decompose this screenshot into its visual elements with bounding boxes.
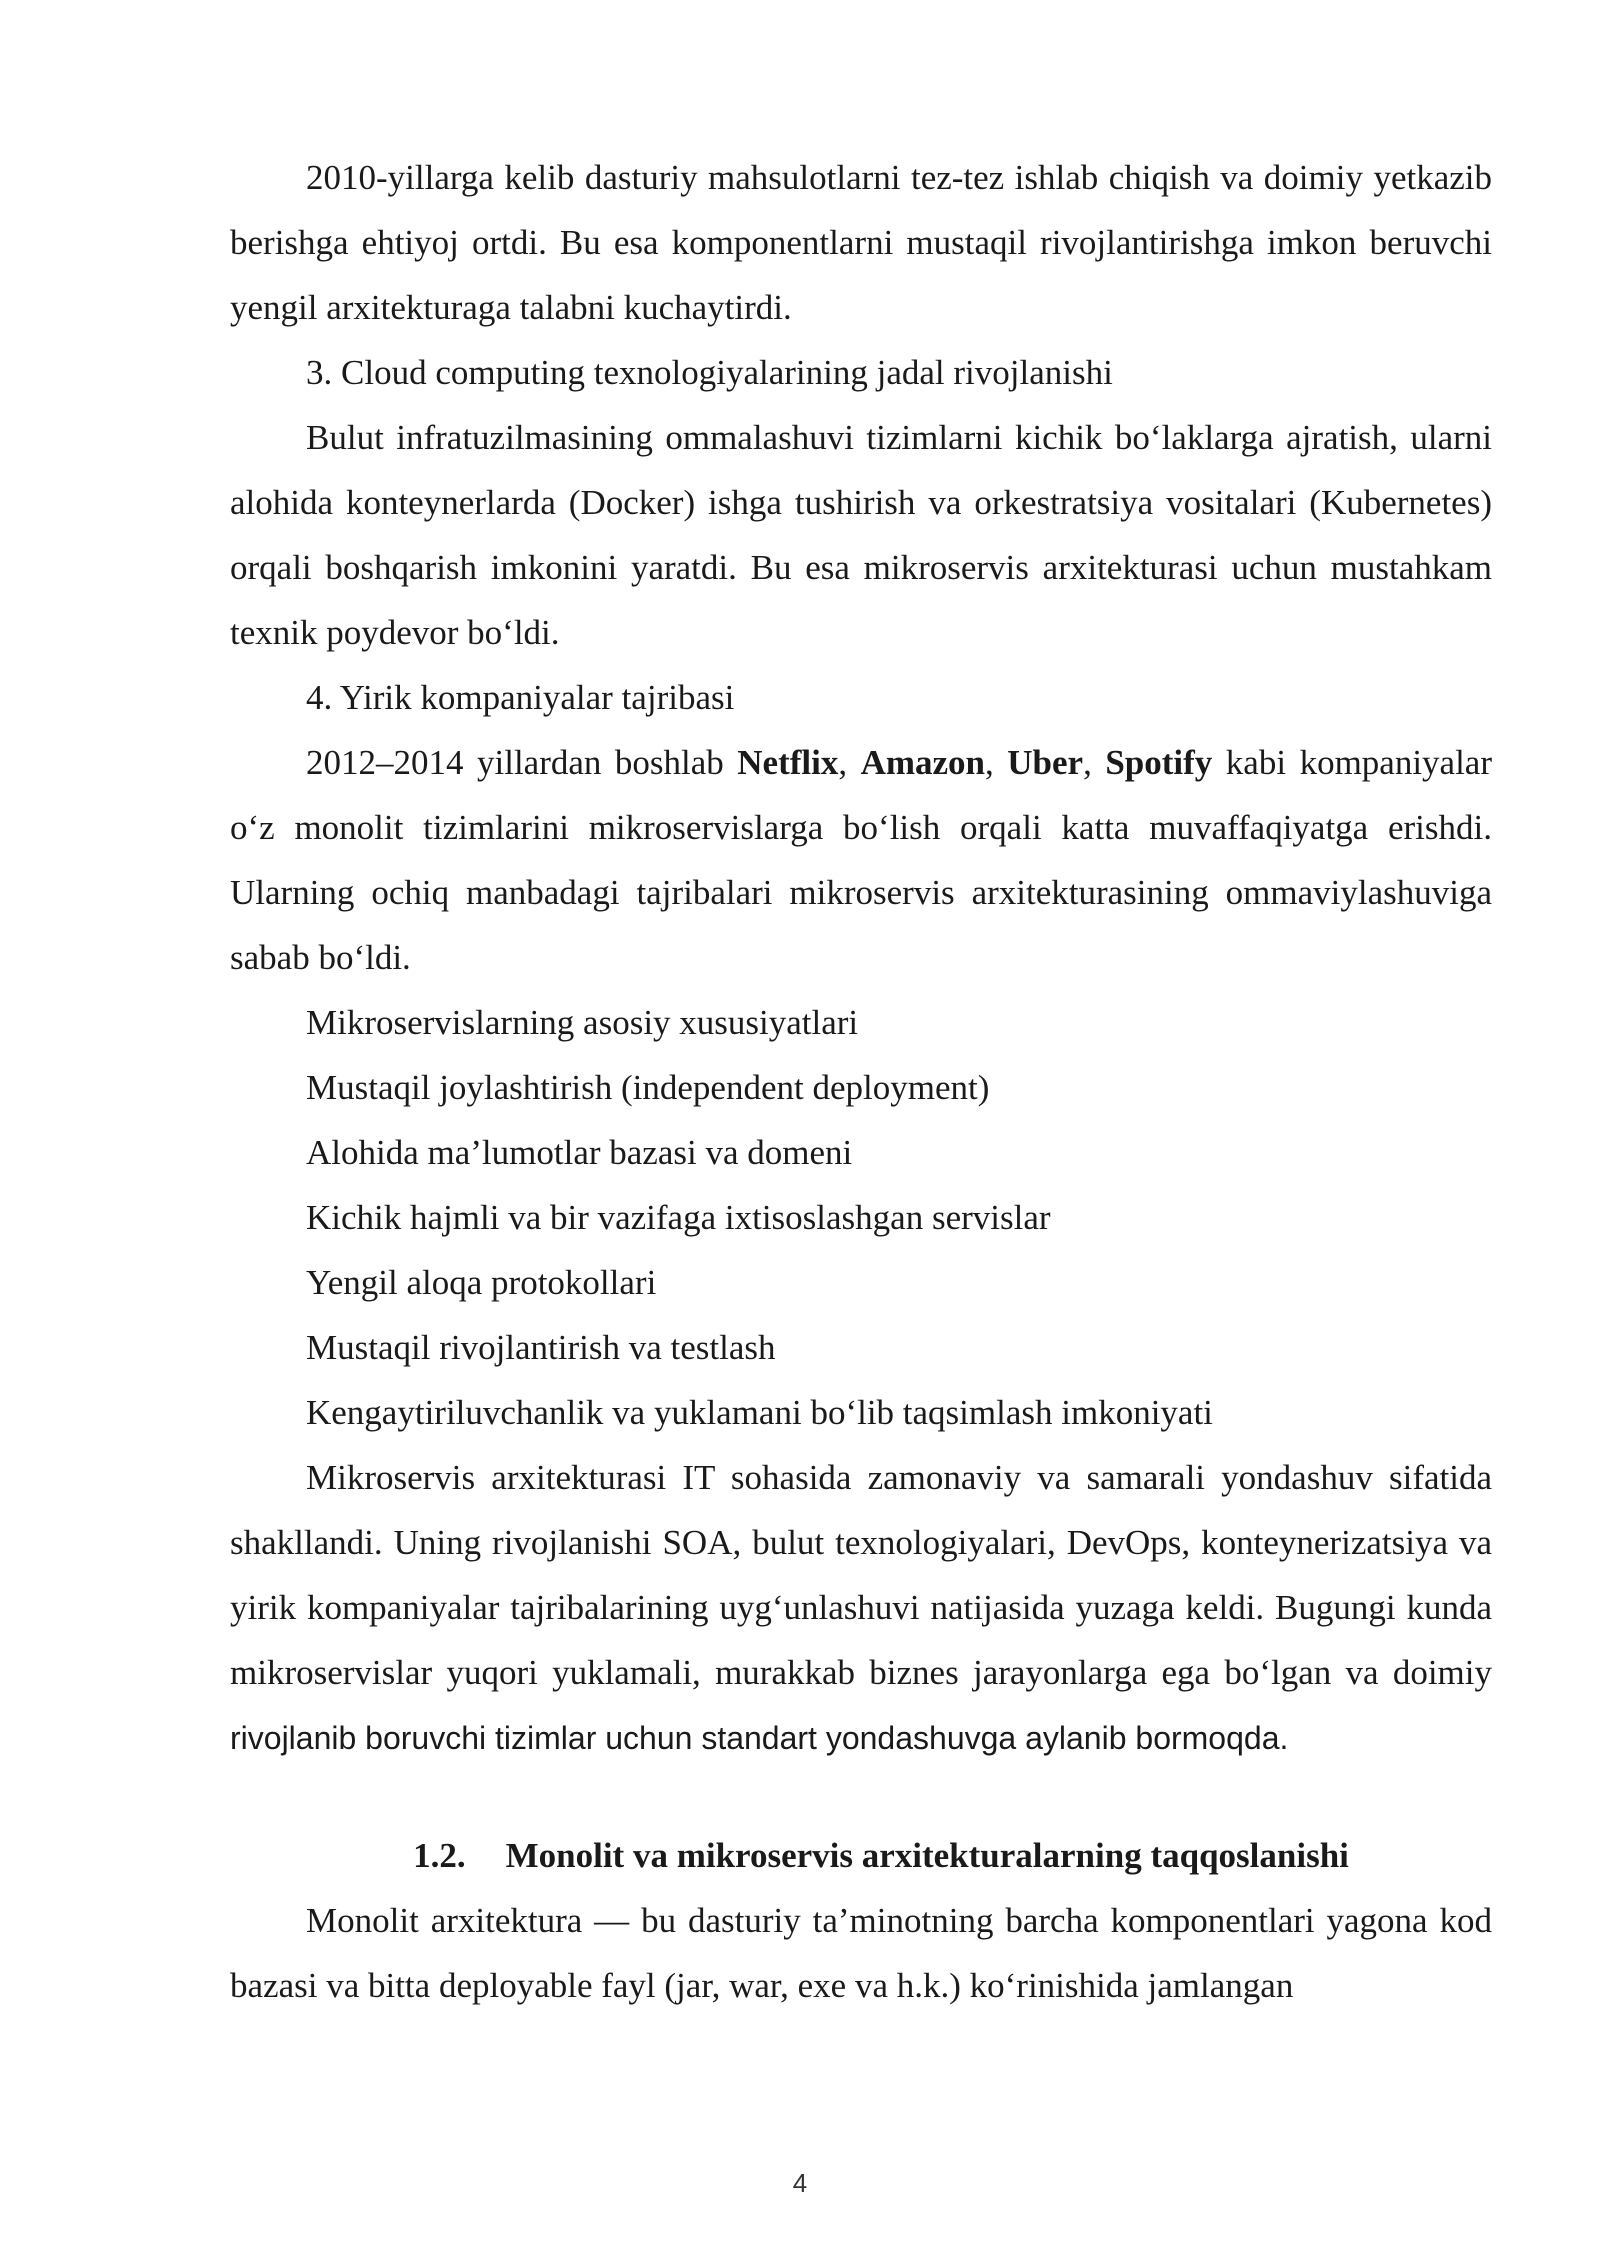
subheading-cloud: 3. Cloud computing texnologiyalarining jadal rivojlanishi: [306, 353, 1113, 392]
company-spotify: Spotify: [1105, 743, 1213, 782]
company-uber: Uber: [1007, 743, 1084, 782]
company-netflix: Netflix: [737, 743, 839, 782]
section-number: 1.2.: [413, 1836, 466, 1875]
feature-item: Yengil aloqa protokollari: [306, 1263, 657, 1302]
paragraph-cloud: Bulut infratuzilmasining ommalashuvi tizimlarni kichik bo‘laklarga ajratish, ularni alohida konteynerlarda (Docker) ishga tushirish va orkestratsiya vositalari (Kubernetes) orqali boshqarish imkonini yaratdi. Bu esa mikroservis arxitekturasi uchun mustahkam texnik poydevor bo‘ldi.: [230, 418, 1492, 652]
paragraph-demand: 2010-yillarga kelib dasturiy mahsulotlarni tez-tez ishlab chiqish va doimiy yetkazib berishga ehtiyoj ortdi. Bu esa komponentlarni mustaqil rivojlantirishga imkon beruvchi yengil arxitekturaga talabni kuchaytirdi.: [230, 158, 1492, 327]
feature-item: Kengaytiriluvchanlik va yuklamani bo‘lib taqsimlash imkoniyati: [306, 1393, 1213, 1432]
paragraph-conclusion: [230, 1445, 1492, 1771]
separator: ,: [985, 743, 1008, 782]
feature-item: Kichik hajmli va bir vazifaga ixtisoslashgan servislar: [306, 1198, 1051, 1237]
section-heading: [230, 1823, 1492, 1888]
paragraph-conclusion-sans: rivojlanib boruvchi tizimlar uchun standart yondashuvga aylanib bormoqda.: [230, 1720, 1289, 1756]
page-number: 4: [792, 2168, 808, 2198]
paragraph-companies-end: kabi kompaniyalar o‘z monolit tizimlarini mikroservislarga bo‘lish orqali katta muvaffaqiyatga erishdi. Ularning ochiq manbadagi tajribalari mikroservis arxitekturasining ommaviylashuviga sabab bo‘ldi.: [230, 743, 1492, 977]
feature-item: Alohida ma’lumotlar bazasi va domeni: [306, 1133, 853, 1172]
paragraph-companies: [230, 730, 1492, 990]
body-text: [230, 145, 1492, 2018]
paragraph-conclusion-serif: Mikroservis arxitekturasi IT sohasida zamonaviy va samarali yondashuv sifatida shakllandi. Uning rivojlanishi SOA, bulut texnologiyalari, DevOps, konteynerizatsiya va yirik kompaniyalar tajribalarining uyg‘unlashuvi natijasida yuzaga keldi. Bugungi kunda mikroservislar yuqori yuklamali, murakkab biznes jarayonlarga ega bo‘lgan va doimiy: [230, 1458, 1492, 1692]
feature-item: Mustaqil joylashtirish (independent deployment): [306, 1068, 990, 1107]
paragraph-companies-start: 2012–2014 yillardan boshlab: [306, 743, 738, 782]
separator: ,: [1083, 743, 1106, 782]
paragraph-monolit: Monolit arxitektura — bu dasturiy ta’minotning barcha komponentlari yagona kod bazasi va bitta deployable fayl (jar, war, exe va h.k.) ko‘rinishida jamlangan: [230, 1901, 1492, 2005]
features-title: Mikroservislarning asosiy xususiyatlari: [306, 1003, 859, 1042]
feature-item: Mustaqil rivojlantirish va testlash: [306, 1328, 776, 1367]
section-title: Monolit va mikroservis arxitekturalarning taqqoslanishi: [505, 1836, 1349, 1875]
subheading-companies: 4. Yirik kompaniyalar tajribasi: [306, 678, 735, 717]
company-amazon: Amazon: [860, 743, 986, 782]
separator: ,: [838, 743, 861, 782]
